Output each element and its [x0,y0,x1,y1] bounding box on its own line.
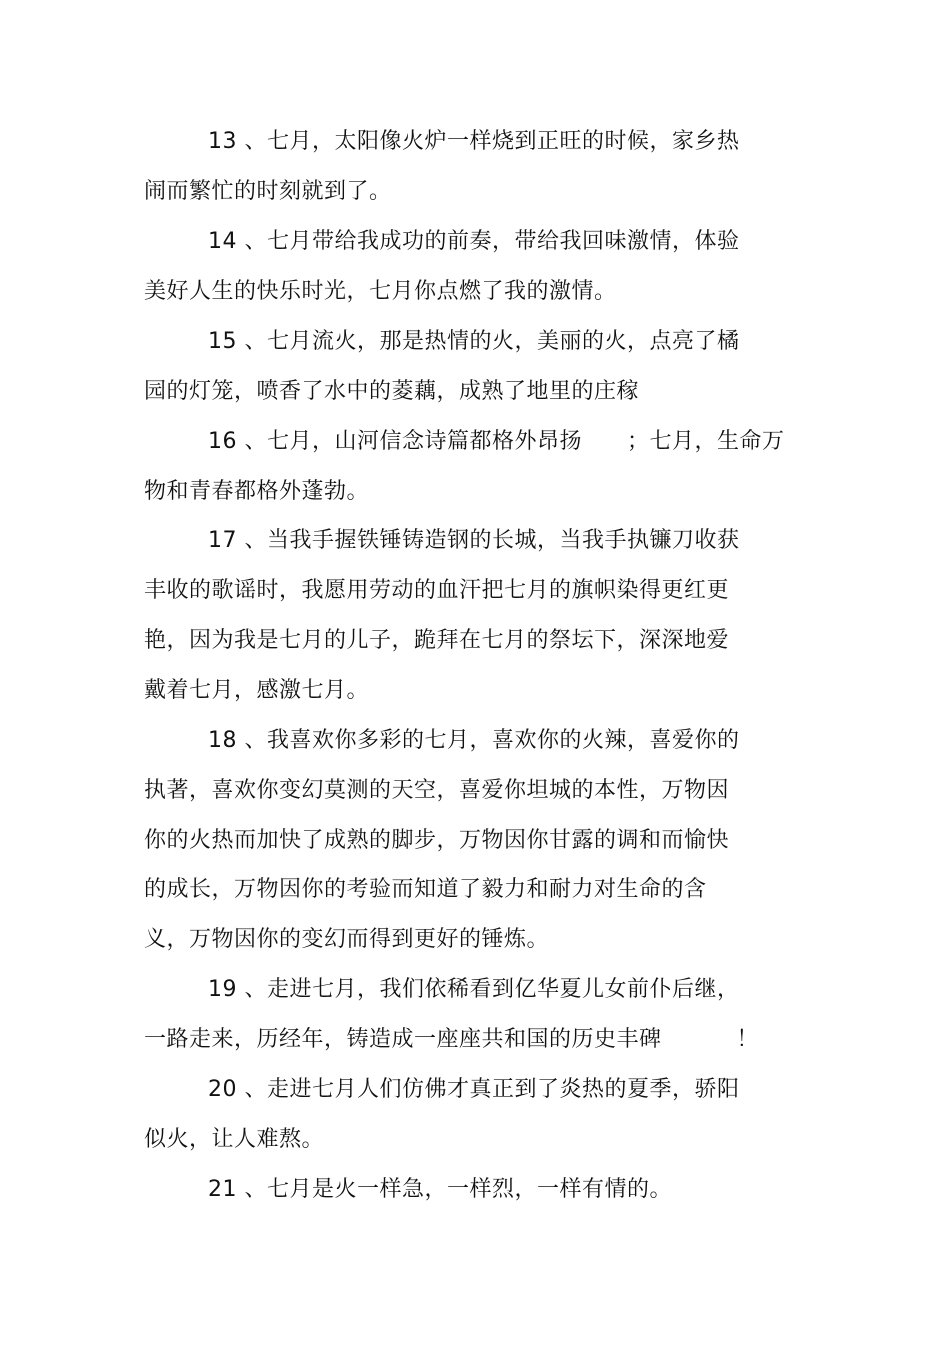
paragraph-18-line-5: 义，万物因你的变幻而得到更好的锤炼。 [144,927,550,952]
paragraph-21-line-1: 21 、七月是火一样急，一样烈，一样有情的。 [208,1177,672,1202]
paragraph-20-line-1: 20 、走进七月人们仿佛才真正到了炎热的夏季，骄阳 [208,1077,740,1102]
paragraph-17-line-4: 戴着七月，感激七月。 [144,678,370,703]
paragraph-17-line-1: 17 、当我手握铁锤铸造钢的长城，当我手执镰刀收获 [208,528,740,553]
paragraph-18-line-2: 执著，喜欢你变幻莫测的天空，喜爱你坦城的本性，万物因 [144,778,730,803]
paragraph-19-line-2: 一路走来，历经年，铸造成一座座共和国的历史丰碑 ！ [144,1027,759,1052]
paragraph-18-line-1: 18 、我喜欢你多彩的七月，喜欢你的火辣，喜爱你的 [208,728,740,753]
paragraph-13-line-1: 13 、七月，太阳像火炉一样烧到正旺的时候，家乡热 [208,129,740,154]
paragraph-16-line-1: 16 、七月，山河信念诗篇都格外昂扬 ；七月，生命万 [208,429,785,454]
paragraph-18-line-3: 你的火热而加快了成熟的脚步，万物因你甘露的调和而愉快 [144,828,730,853]
paragraph-17-line-3: 艳，因为我是七月的儿子，跪拜在七月的祭坛下，深深地爱 [144,628,730,653]
paragraph-16-line-2: 物和青春都格外蓬勃。 [144,479,370,504]
paragraph-20-line-2: 似火，让人难熬。 [144,1127,325,1152]
paragraph-19-line-1: 19 、走进七月，我们依稀看到亿华夏儿女前仆后继， [208,977,740,1002]
paragraph-15-line-2: 园的灯笼，喷香了水中的菱藕，成熟了地里的庄稼 [144,379,640,404]
paragraph-18-line-4: 的成长，万物因你的考验而知道了毅力和耐力对生命的含 [144,877,707,902]
paragraph-14-line-2: 美好人生的快乐时光，七月你点燃了我的激情。 [144,279,617,304]
paragraph-13-line-2: 闹而繁忙的时刻就到了。 [144,179,392,204]
paragraph-15-line-1: 15 、七月流火，那是热情的火，美丽的火，点亮了橘 [208,329,740,354]
paragraph-17-line-2: 丰收的歌谣时，我愿用劳动的血汗把七月的旗帜染得更红更 [144,578,730,603]
paragraph-14-line-1: 14 、七月带给我成功的前奏，带给我回味激情，体验 [208,229,740,254]
